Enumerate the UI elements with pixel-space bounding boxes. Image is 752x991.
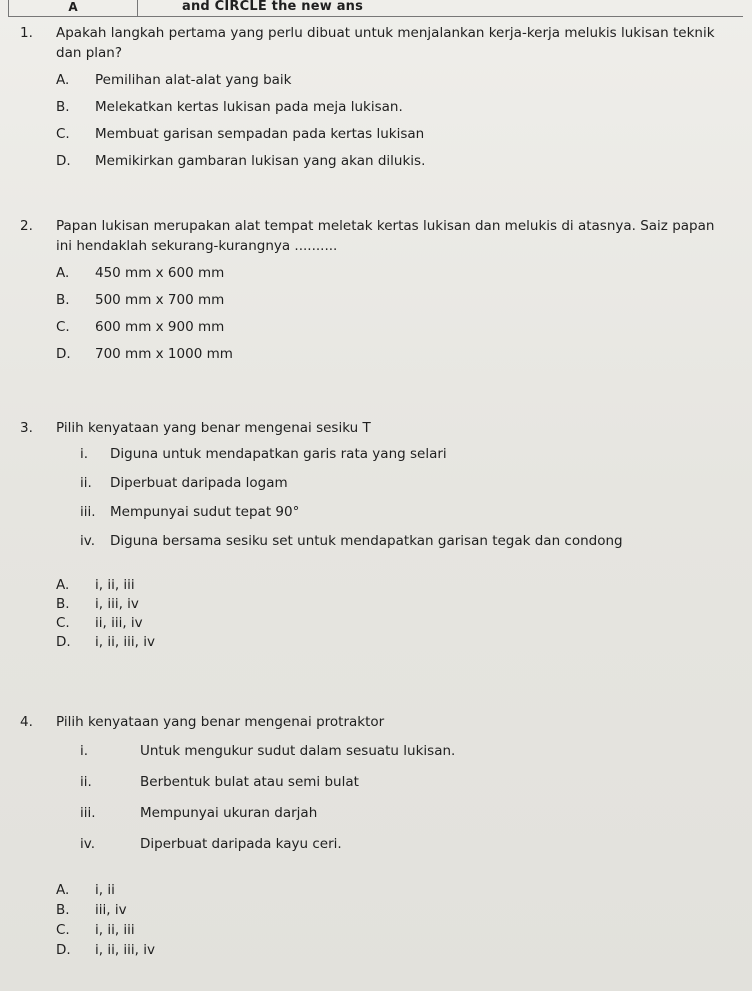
question-2 — [20, 216, 726, 368]
option-a[interactable] — [56, 880, 726, 900]
option-text: Pemilihan alat-alat yang baik — [95, 72, 292, 88]
statement-iii — [80, 498, 726, 527]
statement-text: Mempunyai sudut tepat 90° — [110, 504, 300, 520]
question-3 — [20, 418, 726, 652]
option-list — [20, 576, 726, 652]
question-text: Pilih kenyataan yang benar mengenai protraktor — [56, 714, 385, 730]
option-text: 700 mm x 1000 mm — [95, 346, 233, 362]
option-text: i, ii, iii, iv — [95, 942, 155, 958]
statement-i — [80, 736, 726, 767]
statement-iv — [80, 829, 726, 860]
option-text: 500 mm x 700 mm — [95, 292, 225, 308]
option-a[interactable] — [56, 67, 726, 94]
option-list — [20, 260, 726, 368]
question-stem — [20, 418, 726, 438]
statement-list — [20, 736, 726, 860]
option-letter: A. — [56, 265, 70, 281]
option-letter: B. — [56, 99, 70, 115]
option-b[interactable] — [56, 287, 726, 314]
option-a[interactable] — [56, 260, 726, 287]
statement-text: Diperbuat daripada logam — [110, 475, 288, 491]
statement-numeral: i. — [80, 743, 89, 759]
option-letter: A. — [56, 577, 70, 593]
option-text: 450 mm x 600 mm — [95, 265, 225, 281]
statement-text: Diguna bersama sesiku set untuk mendapatkan garisan tegak dan condong — [110, 533, 623, 549]
header-table — [8, 0, 743, 17]
statement-list — [20, 440, 726, 556]
question-text: Pilih kenyataan yang benar mengenai sesiku T — [56, 420, 371, 436]
option-letter: B. — [56, 596, 70, 612]
option-letter: B. — [56, 292, 70, 308]
option-text: i, iii, iv — [95, 596, 139, 612]
question-text: Apakah langkah pertama yang perlu dibuat untuk menjalankan kerja-kerja melukis lukisan teknik dan plan? — [56, 25, 715, 61]
option-d[interactable] — [56, 148, 726, 175]
option-c[interactable] — [56, 920, 726, 940]
option-letter: D. — [56, 634, 71, 650]
question-4 — [20, 712, 726, 960]
statement-numeral: iv. — [80, 533, 95, 549]
option-letter: D. — [56, 346, 71, 362]
header-instruction: and CIRCLE the new ans — [182, 0, 364, 14]
option-letter: C. — [56, 922, 70, 938]
option-d[interactable] — [56, 940, 726, 960]
option-letter: B. — [56, 902, 70, 918]
statement-text: Diperbuat daripada kayu ceri. — [140, 836, 342, 852]
statement-numeral: ii. — [80, 774, 92, 790]
option-d[interactable] — [56, 633, 726, 652]
option-a[interactable] — [56, 576, 726, 595]
option-c[interactable] — [56, 614, 726, 633]
statement-iv — [80, 527, 726, 556]
option-b[interactable] — [56, 94, 726, 121]
question-number: 4. — [20, 714, 33, 730]
option-letter: C. — [56, 319, 70, 335]
header-cell-a: A — [8, 0, 138, 16]
option-text: Membuat garisan sempadan pada kertas lukisan — [95, 126, 425, 142]
question-stem — [20, 712, 726, 732]
option-c[interactable] — [56, 314, 726, 341]
statement-text: Mempunyai ukuran darjah — [140, 805, 318, 821]
option-letter: D. — [56, 153, 71, 169]
option-text: iii, iv — [95, 902, 127, 918]
question-text: Papan lukisan merupakan alat tempat meletak kertas lukisan dan melukis di atasnya. Saiz papan ini hendaklah sekurang-kurangnya .......... — [56, 218, 715, 254]
statement-i — [80, 440, 726, 469]
option-list — [20, 880, 726, 960]
option-letter: C. — [56, 126, 70, 142]
question-number: 1. — [20, 25, 33, 41]
option-d[interactable] — [56, 341, 726, 368]
question-stem — [20, 216, 726, 256]
option-b[interactable] — [56, 595, 726, 614]
option-text: i, ii, iii — [95, 922, 135, 938]
statement-numeral: iii. — [80, 504, 96, 520]
option-text: i, ii, iii — [95, 577, 135, 593]
option-letter: A. — [56, 72, 70, 88]
question-number: 2. — [20, 218, 33, 234]
option-text: 600 mm x 900 mm — [95, 319, 225, 335]
option-text: i, ii, iii, iv — [95, 634, 155, 650]
statement-numeral: iii. — [80, 805, 96, 821]
statement-iii — [80, 798, 726, 829]
statement-ii — [80, 469, 726, 498]
option-text: ii, iii, iv — [95, 615, 143, 631]
option-b[interactable] — [56, 900, 726, 920]
option-text: Memikirkan gambaran lukisan yang akan dilukis. — [95, 153, 426, 169]
option-letter: D. — [56, 942, 71, 958]
question-number: 3. — [20, 420, 33, 436]
statement-numeral: i. — [80, 446, 89, 462]
statement-text: Untuk mengukur sudut dalam sesuatu lukisan. — [140, 743, 456, 759]
option-text: i, ii — [95, 882, 115, 898]
statement-numeral: ii. — [80, 475, 92, 491]
option-text: Melekatkan kertas lukisan pada meja lukisan. — [95, 99, 403, 115]
statement-text: Berbentuk bulat atau semi bulat — [140, 774, 359, 790]
statement-text: Diguna untuk mendapatkan garis rata yang selari — [110, 446, 447, 462]
option-c[interactable] — [56, 121, 726, 148]
statement-ii — [80, 767, 726, 798]
question-1 — [20, 23, 726, 175]
question-stem — [20, 23, 726, 63]
option-letter: C. — [56, 615, 70, 631]
option-letter: A. — [56, 882, 70, 898]
statement-numeral: iv. — [80, 836, 95, 852]
option-list — [20, 67, 726, 175]
